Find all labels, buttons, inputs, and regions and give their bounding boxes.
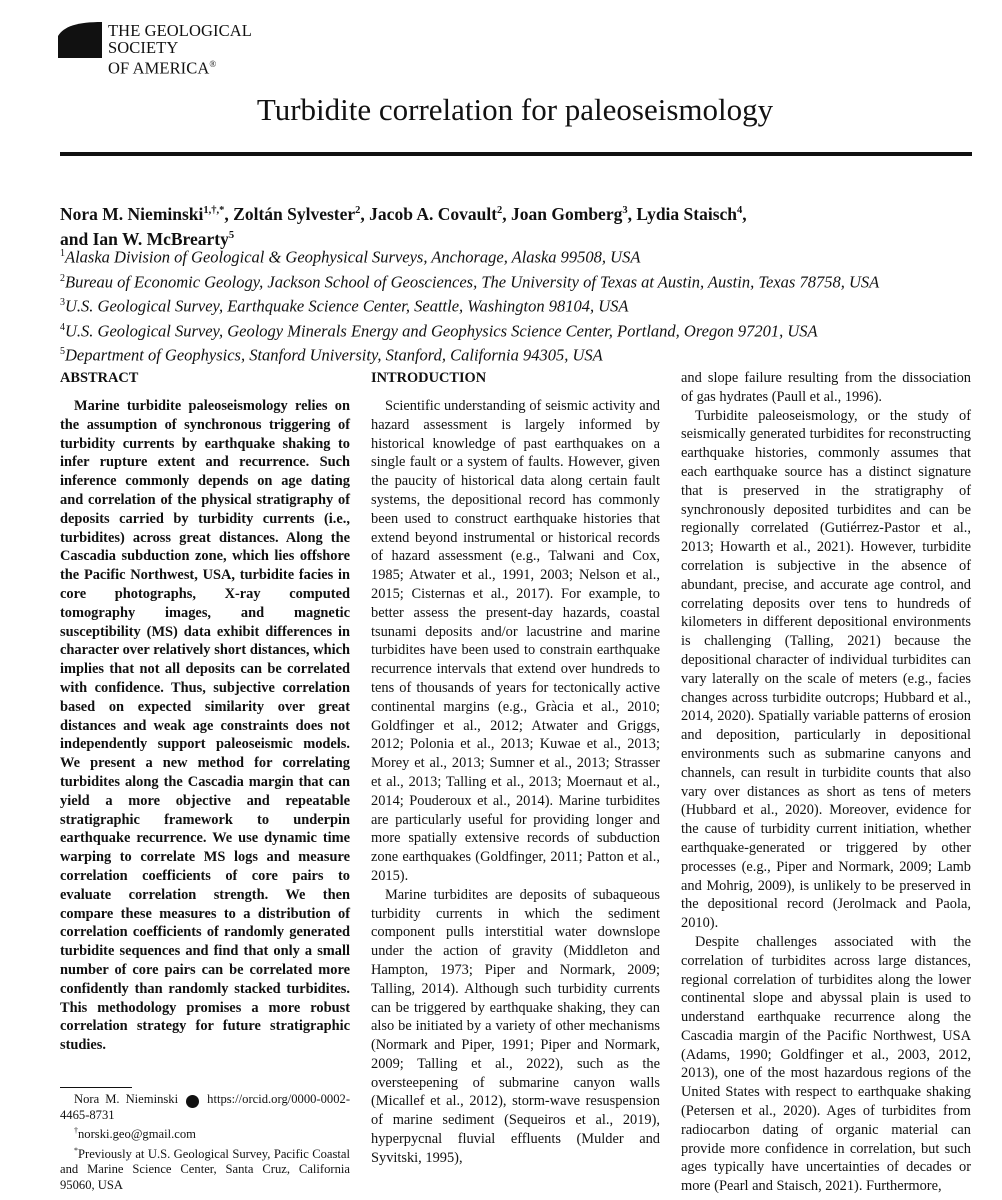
author-4-sup: 3 [622,205,628,216]
gsa-logo-mark-icon [58,22,102,58]
affiliation-4 [60,317,972,342]
intro-paragraph-2-continued: and slope failure resulting from the dissociation of gas hydrates (Paull et al., 1996). [681,370,971,405]
affiliation-2-num: 2 [60,272,65,284]
affiliation-list [60,243,972,366]
abstract-text: Marine turbidite paleoseismology relies on the assumption of synchronous triggering of turbidity currents by earthquake shaking to infer rupture extent and recurrence. Such inference commonly depends on age dating and correlation of the physical stratigraphy of deposits carried by turbidity currents (i.e., turbidites) across great distances. Along the Cascadia subduction zone, which lies offshore the Pacific Northwest, USA, turbidite facies in core photographs, X-ray computed tomography images, and magnetic susceptibility (MS) data exhibit differences in character over relatively short distances, which implies that not all deposits can be correlated with confidence. Thus, subjective correlation based on expected similarity over great distances and weak age constraints does not independently support paleoseismic models. We present a new method for correlating turbidites along the Cascadia margin that can yield a more objective and repeatable stratigraphic framework to underpin earthquake recurrence. We use dynamic time warping to correlate MS logs and measure correlation coefficients of core pairs to evaluate correlation strength. We then compare these measures to a distribution of correlation coefficients of randomly generated turbidite sequences and find that only a small number of core pairs can be correlated more confidently than randomly stacked turbidites. This methodology promises a more robust correlation strategy for future stratigraphic studies. [60,398,350,1054]
author-2-sup: 2 [355,205,361,216]
affiliation-5 [60,341,972,366]
intro-paragraph-4: Despite challenges associated with the correlation of turbidites across large distances, regional correlation of turbidites along the lower continental slope and abyssal plain is used to understand earthquake recurrence along the Cascadia margin of the Pacific Northwest, USA (Adams, 1990; Goldfinger et al., 2003, 2012, 2013), one of the most hazardous regions of the United States with respect to earthquake shaking (Petersen et al., 2020). Ages of turbidites from radiocarbon dating of organic material can provide more confidence in correlation, but such ages typically have uncertainties of decades or more (Pearl and Staisch, 2021). Furthermore, [681,933,971,1195]
affiliation-3 [60,292,972,317]
author-1-sup: 1,†,* [203,205,225,216]
author-3: , Jacob A. Covault [360,203,498,224]
intro-paragraph-2: Marine turbidites are deposits of subaqueous turbidity currents in which the sediment component pulls interstitial water downslope under the action of gravity (Middleton and Hampton, 1973; Piper and Normark, 2009; Talling, 2014). Although such turbidity currents can be triggered by earthquake shaking, they can also be initiated by a variety of other mechanisms (Normark and Piper, 1991; Piper and Normark, 2009; Talling et al., 2022), such as the oversteepening of submarine canyon walls (Micallef et al., 2012), storm-wave resuspension of marine sediment (Sequeiros et al., 2019), hyperpycnal fluvial effluents (Mulder and Syvitski, 1995), [371,886,660,1166]
footnote-orcid [60,1092,350,1123]
footnote-previous-mark: * [74,1145,78,1155]
footnotes [60,1092,350,1193]
author-5-comma: , [742,203,747,224]
logo-line-2: OF AMERICA [108,58,210,78]
author-6-sup: 5 [228,229,235,241]
author-3-sup: 2 [497,205,503,216]
author-5-sup: 4 [737,205,743,216]
author-2: , Zoltán Sylvester [224,203,356,224]
right-column [681,369,971,1196]
author-1: Nora M. Nieminski [60,203,204,224]
author-5: , Lydia Staisch [627,203,738,224]
intro-paragraph-3: Turbidite paleoseismology, or the study of seismically generated turbidites for reconstructing earthquake histories, commonly assumes that each earthquake source has a distinct signature that is preserved in the stratigraphy of synchronously deposited turbidites and can be regionally correlated (Gutiérrez-Pastor et al., 2013; Howarth et al., 2021). However, turbidite correlation is subjective in the absence of abundant, precise, and accurate age control, and correlating deposits over tens to hundreds of kilometers in different depositional environments is challenging (Talling, 2021) because the depositional character of individual turbidites can vary laterally on the scale of meters (e.g., facies changes across turbidite outcrops; Hubbard et al., 2014, 2020). Spatially variable patterns of erosion and deposition, particularly in depositional environments such as submarine canyons and channels, can result in turbidite counts that also vary over distances as short as tens of meters (Hubbard et al., 2020). Moreover, evidence for the cause of turbidity current initiation, whether earthquake-generated or triggered by other processes (e.g., Piper and Normark, 2009; Lamb and Mohrig, 2009), is unlikely to be preserved in the depositional record (Jerolmack and Paola, 2010). [681,407,971,932]
paper-title: Turbidite correlation for paleoseismology [256,92,774,127]
footnote-previous-text: Previously at U.S. Geological Survey, Pacific Coastal and Marine Science Center, Santa Cruz, California 95060, USA [60,1146,350,1192]
introduction-heading: INTRODUCTION [371,370,487,386]
logo-registered-mark: ® [209,59,217,69]
affiliation-2-text: Bureau of Economic Geology, Jackson School of Geosciences, The University of Texas at Austin, Austin, Texas 78758, USA [65,272,880,291]
footnote-previous [60,1143,350,1193]
email-link[interactable]: norski.geo@gmail.com [78,1127,196,1142]
author-6: and Ian W. McBrearty [60,228,229,249]
title-rule [60,152,972,156]
affiliation-1-num: 1 [60,248,65,259]
introduction-column [371,369,660,1168]
affiliation-1-text: Alaska Division of Geological & Geophysical Surveys, Anchorage, Alaska 99508, USA [65,247,641,267]
logo-line-1: THE GEOLOGICAL SOCIETY [108,21,252,57]
footnote-email [60,1123,350,1142]
gsa-logo-text [108,22,318,77]
affiliation-4-text: U.S. Geological Survey, Geology Minerals Energy and Geophysics Science Center, Portland, Oregon 97201, USA [65,321,818,340]
orcid-link[interactable]: https://orcid.org/0000-0002-4465-8731 [60,1092,351,1122]
affiliation-3-text: U.S. Geological Survey, Earthquake Science Center, Seattle, Washington 98104, USA [65,296,629,316]
footnote-author-name: Nora M. Nieminski [74,1092,179,1106]
orcid-icon: iD [186,1095,199,1108]
affiliation-5-text: Department of Geophysics, Stanford University, Stanford, California 94305, USA [65,345,603,365]
affiliation-4-num: 4 [60,321,65,333]
author-4: , Joan Gomberg [502,203,623,224]
footnote-email-mark: † [74,1126,78,1136]
affiliation-2 [60,268,972,293]
footnote-rule [60,1087,132,1088]
author-line-1 [60,200,972,225]
affiliation-1 [60,243,972,268]
affiliation-5-num: 5 [60,346,65,357]
abstract-column [60,369,350,1055]
affiliation-3-num: 3 [60,297,65,308]
intro-paragraph-1: Scientific understanding of seismic activity and hazard assessment is largely informed by historical knowledge of past earthquakes on a single fault or a system of faults. However, given the paucity of historical data along certain fault systems, the depositional record has commonly been used to construct earthquake histories that extend beyond instrumental or historical records of hazard assessment (e.g., Talwani and Cox, 1985; Atwater et al., 1991, 2003; Nelson et al., 2015; Cisternas et al., 2017). For example, to better assess the present-day hazards, coastal tsunami deposits and/or lacustrine and marine turbidites have been used to constrain earthquake recurrence intervals that extend over hundreds to tens of thousands of years for tectonically active continental margins (e.g., Gràcia et al., 2010; Goldfinger et al., 2012; Atwater and Griggs, 2012; Polonia et al., 2013; Kuwae et al., 2013; Morey et al., 2013; Sumner et al., 2013; Strasser et al., 2013; Talling et al., 2013; Moernaut et al., 2014; Pouderoux et al., 2014). Marine turbidites are particularly useful for providing longer and more spatially extensive records of subduction zone earthquakes (Goldfinger, 2011; Patton et al., 2015). [371,398,660,884]
gsa-logo [58,21,318,78]
abstract-heading: ABSTRACT [60,370,139,386]
